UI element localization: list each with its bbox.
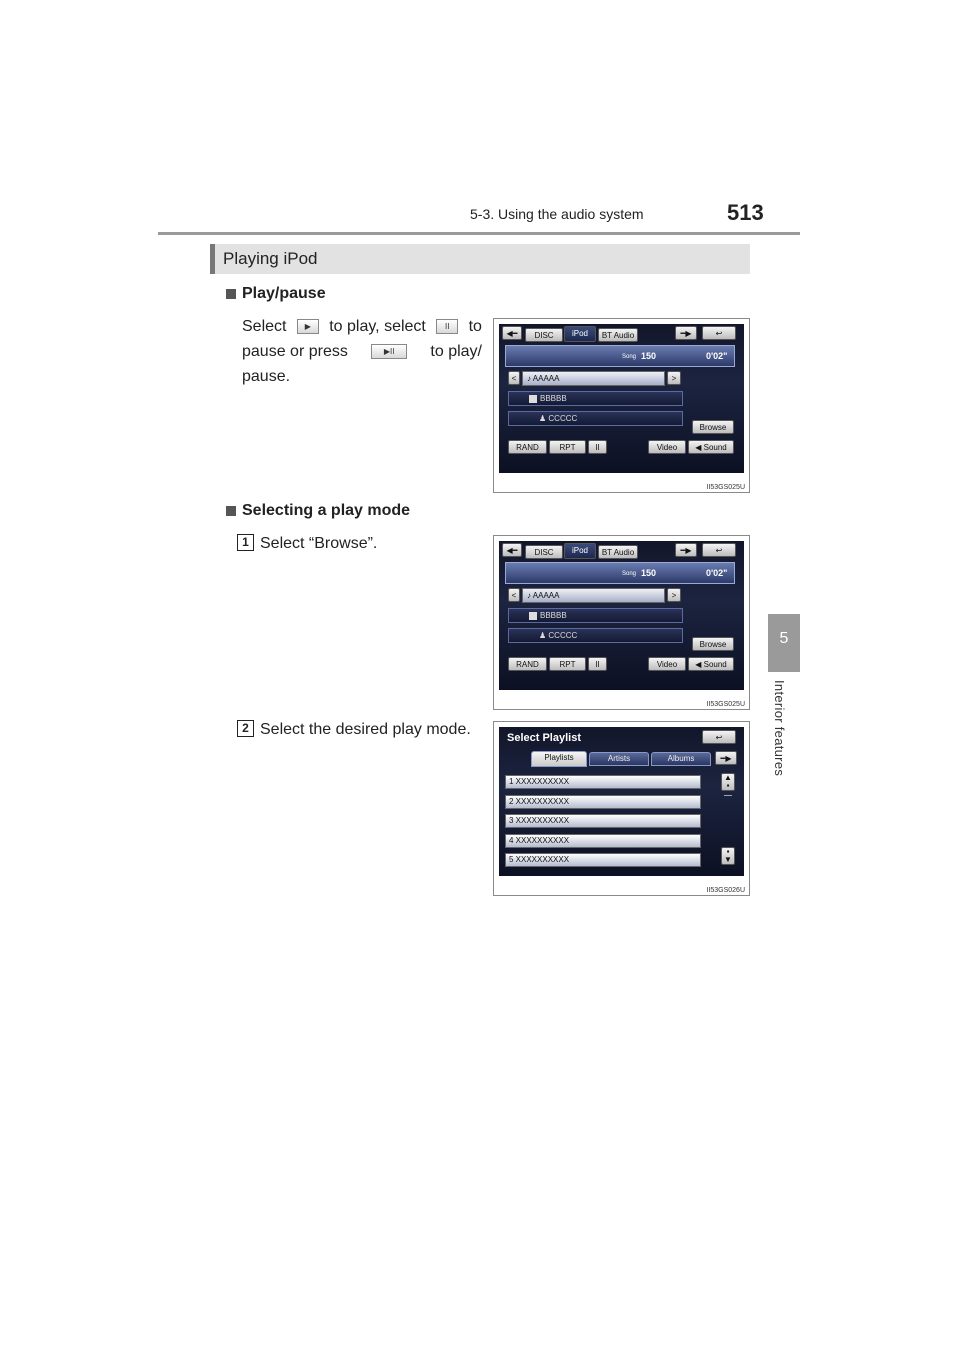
playlist-screen [493,721,750,896]
album-name: BBBBB [540,394,567,403]
sound-label: Sound [703,660,727,669]
song-label: Song [622,354,637,360]
tab-disc[interactable]: DISC [525,328,563,342]
song-info-bar [505,345,735,367]
artist-row: ♟ CCCCC [508,411,683,426]
text-select: Select [242,318,287,335]
figure-code: II53GS026U [706,887,745,894]
track-name: AAAAA [532,591,560,600]
step-1-text: Select “Browse”. [260,535,378,552]
return-icon[interactable]: ↩ [702,543,736,557]
video-button[interactable]: Video [648,657,686,671]
text-pause-or-press: pause or press [242,343,348,360]
playlist-row[interactable]: 5 XXXXXXXXXX [505,853,701,867]
section-header: 5-3. Using the audio system [470,206,644,222]
tab-bt-audio[interactable]: BT Audio [598,545,638,559]
forward-arrow-icon[interactable]: ━▶ [675,543,697,557]
prev-track-button[interactable]: < [508,588,520,602]
scroll-up-button[interactable]: ▲ ▪ [721,773,735,791]
play-button-icon: ▶ [297,319,319,334]
scrollbar-track[interactable] [724,795,732,796]
step-2-badge: 2 [237,720,254,737]
scroll-down-button[interactable]: ▪ ▼ [721,847,735,865]
album-icon [529,612,537,620]
chapter-number: 5 [779,630,789,647]
artist-row: ♟ CCCCC [508,628,683,643]
song-label: Song [622,571,637,577]
song-number: 150 [641,351,657,361]
ipod-screen-1 [493,318,750,493]
tab-disc[interactable]: DISC [525,545,563,559]
artist-name: CCCCC [548,631,578,640]
track-row: ♪ AAAAA [522,588,665,603]
next-track-button[interactable]: > [667,588,681,602]
square-bullet-icon [226,289,236,299]
playlist-row[interactable]: 2 XXXXXXXXXX [505,795,701,809]
rpt-button[interactable]: RPT [549,657,586,671]
pause-button-icon: II [436,319,458,334]
next-track-button[interactable]: > [667,371,681,385]
chapter-label: Interior features [772,680,787,777]
section-title-edge [210,244,215,274]
section-title: Playing iPod [223,249,318,268]
return-icon[interactable]: ↩ [702,730,736,744]
browse-button[interactable]: Browse [692,637,734,651]
rand-button[interactable]: RAND [508,440,547,454]
text-to-play-slash: to play/ [430,343,482,360]
sound-button[interactable]: ◀ Sound [688,440,734,454]
tab-ipod[interactable]: iPod [564,543,596,559]
tab-playlists[interactable]: Playlists [531,751,587,767]
figure-code: II53GS025U [706,701,745,708]
play-pause-text [242,314,482,389]
pause-button[interactable]: II [588,657,607,671]
return-icon[interactable]: ↩ [702,326,736,340]
elapsed-time: 0'02" [706,351,728,361]
square-bullet-icon [226,506,236,516]
sound-button[interactable]: ◀ Sound [688,657,734,671]
text-to: to [468,318,482,335]
screen-display [499,324,744,473]
figure-code: II53GS025U [706,484,745,491]
tab-albums[interactable]: Albums [651,752,711,766]
play-pause-switch-icon: ▶II [371,344,407,359]
song-number: 150 [641,568,657,578]
play-pause-heading: Play/pause [242,285,326,302]
tab-ipod[interactable]: iPod [564,326,596,342]
playlist-title: Select Playlist [507,732,581,744]
sound-label: Sound [703,443,727,452]
track-name: AAAAA [532,374,560,383]
page-number: 513 [727,200,764,225]
song-info-bar [505,562,735,584]
step-1-badge: 1 [237,534,254,551]
playlist-row[interactable]: 3 XXXXXXXXXX [505,814,701,828]
rand-button[interactable]: RAND [508,657,547,671]
video-button[interactable]: Video [648,440,686,454]
forward-arrow-icon[interactable]: ━▶ [715,751,737,765]
album-row [508,391,683,406]
prev-track-button[interactable]: < [508,371,520,385]
rpt-button[interactable]: RPT [549,440,586,454]
back-arrow-icon[interactable]: ◀━ [502,326,522,340]
text-to-play: to play, select [329,318,426,335]
screen-display [499,727,744,876]
artist-name: CCCCC [548,414,578,423]
pause-button[interactable]: II [588,440,607,454]
track-row: ♪ AAAAA [522,371,665,386]
album-row [508,608,683,623]
selecting-heading: Selecting a play mode [242,502,411,519]
text-pause: pause. [242,368,291,385]
elapsed-time: 0'02" [706,568,728,578]
album-icon [529,395,537,403]
tab-artists[interactable]: Artists [589,752,649,766]
back-arrow-icon[interactable]: ◀━ [502,543,522,557]
step-2-text: Select the desired play mode. [260,721,471,738]
tab-bt-audio[interactable]: BT Audio [598,328,638,342]
screen-display [499,541,744,690]
header-rule [158,232,800,235]
browse-button[interactable]: Browse [692,420,734,434]
ipod-screen-2 [493,535,750,710]
playlist-row[interactable]: 1 XXXXXXXXXX [505,775,701,789]
album-name: BBBBB [540,611,567,620]
forward-arrow-icon[interactable]: ━▶ [675,326,697,340]
playlist-row[interactable]: 4 XXXXXXXXXX [505,834,701,848]
